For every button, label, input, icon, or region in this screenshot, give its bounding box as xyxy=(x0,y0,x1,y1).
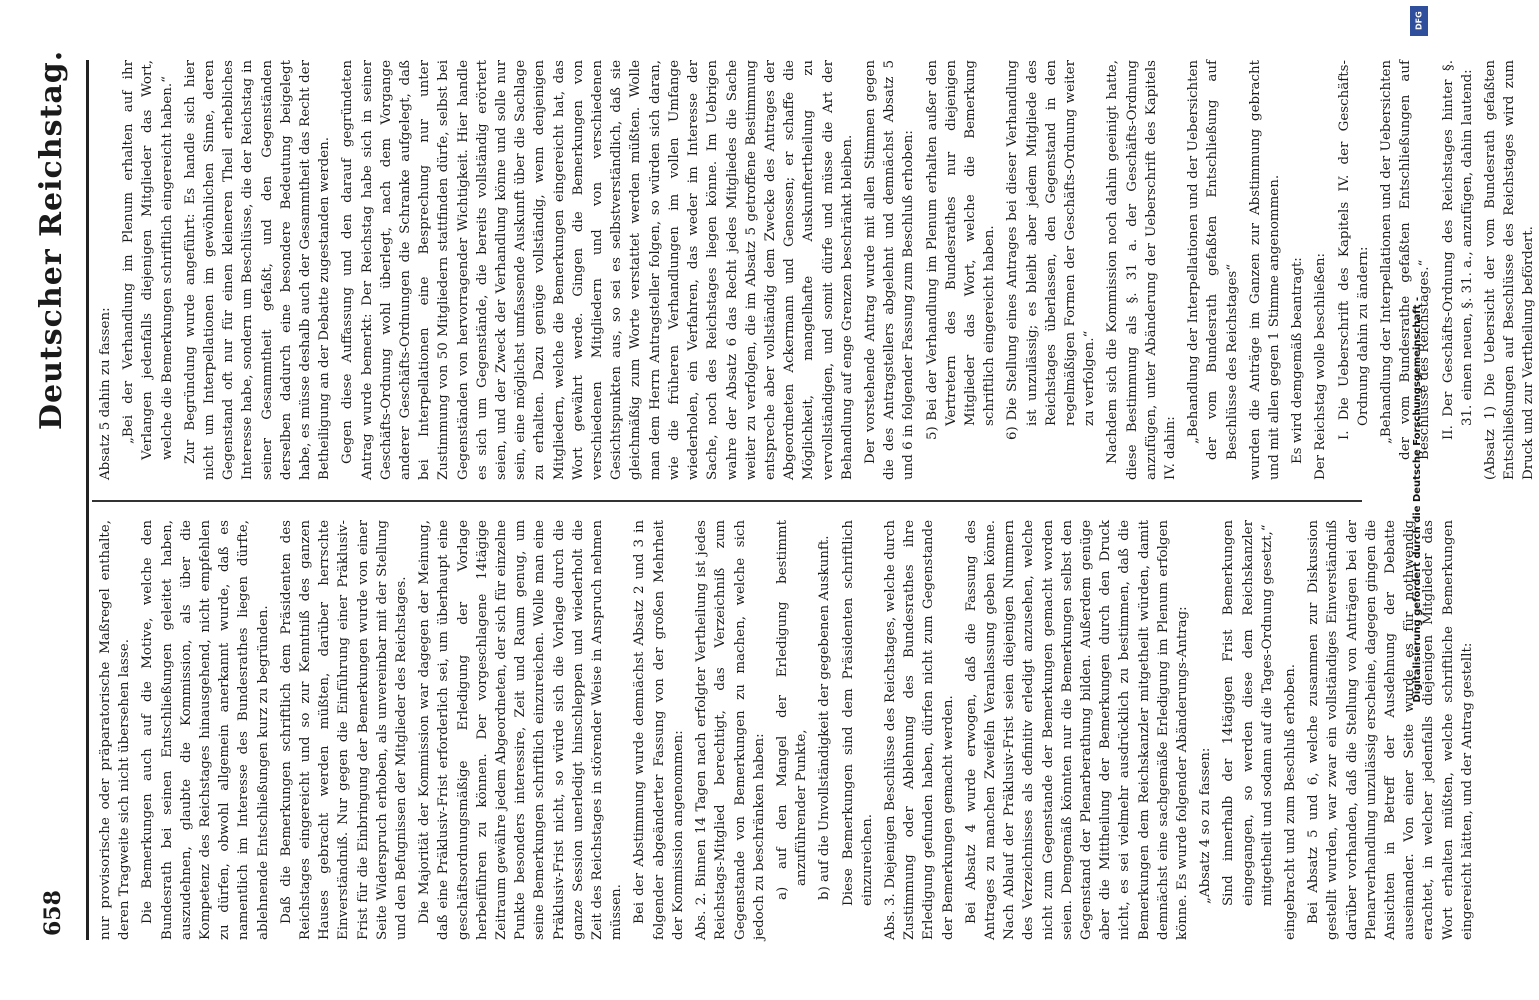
paragraph: a) auf den Mangel der Erledigung bestimmt anzuführender Punkte, xyxy=(774,520,810,900)
paragraph: „Bei der Verhandlung im Plenum erhalten auf ihr Verlangen jedenfalls diejenigen Mitglieder das Wort, welche die Bemerkungen schriftlich eingereicht haben.“ xyxy=(121,60,175,460)
paragraph: „Absatz 4 so zu fassen: xyxy=(1198,747,1214,904)
paragraph: Sind innerhalb der 14tägigen Frist Bemerkungen eingegangen, so werden diese dem Reichskanzler mitgetheilt und sodann auf die Tages-Ordnung gesetzt,“ xyxy=(1221,520,1275,906)
paragraph: Abs. 2. Binnen 14 Tagen nach erfolgter Vertheilung ist jedes Reichstags-Mitglied berechtigt, das Verzeichniß zum Gegenstande von Bemerkungen zu machen, welche sich jedoch zu beschränken haben: xyxy=(694,520,767,940)
paragraph: Bei Absatz 5 und 6, welche zusammen zur Diskussion gestellt wurden, war zwar ein vollständiges Einverständniß darüber vorhanden, daß die Stellung von Anträgen bei der Plenarverhandlung unzulässig erscheine, dagegen gingen die Ansichten in Betreff der Ausdehnung der Debatte auseinander. Von einer Seite wurde es für nothwendig erachtet, in welcher jedenfalls diejenigen Mitglieder das Wort erhalten müßten, welche schriftliche Bemerkungen eingereicht hätten, und der Antrag gestellt: xyxy=(1306,520,1475,940)
paragraph: Zur Begründung wurde angeführt: Es handle sich hier nicht um Interpellationen im gewöhnlichen Sinne, deren Gegenstand oft nur für einen kleineren Theil erhebliches Interesse habe, sondern um Beschlüsse, die der Reichstag in seiner Gesammtheit gefaßt, und den Gegenständen derselben dadurch eine besondere Bedeutung beigelegt habe, es müsse deshalb auch der Gesammtheit das Recht der Betheiligung an der Debatte zugestanden werden. xyxy=(182,60,333,480)
paragraph: „Behandlung der Interpellationen und der Uebersichten der vom Bundesrathe gefaßten Entschließungen auf Beschlüsse des Reichstages.“ xyxy=(1379,60,1433,460)
dfg-logo-badge: DFG xyxy=(1410,6,1428,36)
funding-note xyxy=(1402,0,1432,1000)
paragraph: I. Die Ueberschrift des Kapitels IV. der Geschäfts-Ordnung dahin zu ändern: xyxy=(1336,60,1371,440)
paragraph: nur provisorische oder präparatorische Maßregel enthalte, deren Tragweite sich nicht übersehen lasse. xyxy=(98,520,133,940)
paragraph: b) auf die Unvollständigkeit der gegebenen Auskunft. xyxy=(817,535,833,900)
header-rule xyxy=(86,60,89,940)
paragraph: eingebracht und zum Beschluß erhoben. xyxy=(1282,663,1298,940)
paragraph: Abs. 3. Diejenigen Beschlüsse des Reichstages, welche durch Zustimmung oder Ablehnung des Bundesrathes ihre Erledigung gefunden haben, dürfen nicht zum Gegenstande der Bemerkungen gemacht werden. xyxy=(882,520,956,940)
publication-title: Deutscher Reichstag. xyxy=(34,49,69,430)
paragraph: Gegen diese Auffassung und den darauf gegründeten Antrag wurde bemerkt: Der Reichstag habe sich in seiner Geschäfts-Ordnung wohl überlegt, nach dem Vorgange anderer Geschäfts-Ordnungen die Schranke aufgelegt, daß bei Interpellationen eine Besprechung nur unter Zustimmung von 50 Mitgliedern stattfinden dürfe, selbst bei Gegenständen von hervorragender Wichtigkeit. Hier handle es sich um Gegenstände, die bereits vollständig erörtert seien, und der Zweck der Verhandlung könne und solle nur sein, eine möglichst umfassende Auskunft über die Sachlage zu erhalten. Dazu genüge vollständig, wenn denjenigen Mitgliedern, welche die Bemerkungen eingereicht hat, das Wort gewährt werde. Gingen die Bemerkungen von verschiedenen Mitgliedern und von verschiedenen Gesichtspunkten aus, so sei es selbstverständlich, daß sie gleichmäßig zum Worte verstattet werden müßten. Wolle man dem Herrn Antragsteller folgen, so würden sich daran, wie die früheren Verhandlungen im vollen Umfange wiederholen, ein Verfahren, das weder im Interesse der Sache, noch des Reichstages liegen könne. Im Uebrigen wahre der Absatz 6 das Recht jedes Mitgliedes die Sache weiter zu verfolgen, die im Absatz 5 getroffene Bestimmung entspreche aber vollständig dem Zwecke des Antrages der Abgeordneten Ackermann und Genossen; er schaffe die Möglichkeit, mangelhafte Auskunftertheilung zu vervollständigen, und somit dürfe und müsse die Art der Behandlung auf enge Grenzen beschränkt bleiben. xyxy=(340,60,855,480)
paragraph: (Absatz 1) Die Uebersicht der vom Bundesrath gefaßten Entschließungen auf Beschlüsse des Reichstages wird zum Druck und zur Vertheilung befördert. xyxy=(1483,60,1537,480)
right-column xyxy=(96,60,1537,480)
page-header xyxy=(0,0,90,1000)
paragraph: wurden die Anträge im Ganzen zur Abstimmung gebracht und mit allen gegen 1 Stimme angenommen. xyxy=(1247,60,1282,480)
paragraph: 5) Bei der Verhandlung im Plenum erhalten außer den Vertretern des Bundesrathes nur diejenigen Mitglieder das Wort, welche die Bemerkung schriftlich eingereicht haben. xyxy=(924,60,998,440)
paragraph: 6) Die Stellung eines Antrages bei dieser Verhandlung ist unzulässig; es bleibt aber jedem Mitgliede des Reichstages überlassen, den Gegenstand in den regelmäßigen Formen der Geschäfts-Ordnung weiter zu verfolgen.“ xyxy=(1005,60,1098,440)
paragraph: „Behandlung der Interpellationen und der Uebersichten der vom Bundesrath gefaßten Entschließung auf Beschlüsse des Reichstages“ xyxy=(1186,60,1240,460)
paragraph: Daß die Bemerkungen schriftlich dem Präsidenten des Reichstages eingereicht und so zur Kenntniß des ganzen Hauses gebracht werden müßten, darüber herrschte Einverständniß. Nur gegen die Einführung einer Präklusiv-Frist für die Einbringung der Bemerkungen wurde von einer Seite Widerspruch erhoben, als unvereinbar mit der Stellung und den Befugnissen der Mitglieder des Reichstages. xyxy=(278,520,410,940)
paragraph: Diese Bemerkungen sind dem Präsidenten schriftlich einzureichen. xyxy=(840,520,875,906)
paragraph: Der Reichstag wolle beschließen: xyxy=(1313,252,1329,480)
paragraph: Bei der Abstimmung wurde demnächst Absatz 2 und 3 in folgender abgeänderter Fassung von der großen Mehrheit der Kommission angenommen: xyxy=(632,520,686,940)
column-divider xyxy=(92,500,1362,502)
paragraph: Die Majorität der Kommission war dagegen der Meinung, daß eine Präklusiv-Frist erforderlich sei, um überhaupt eine geschäftsordnungsmäßige Erledigung der Vorlage herbeiführen zu können. Der vorgeschlagene 14tägige Zeitraum gewähre jedem Abgeordneten, der sich für einzelne Punkte besonders interessire, Zeit und Raum genug, um seine Bemerkungen schriftlich einzureichen. Wolle man eine Präklusiv-Frist nicht, so würde sich die Vorlage durch die ganze Session unerledigt hinschleppen und wiederholt die Zeit des Reichstages in störender Weise in Anspruch nehmen müssen. xyxy=(417,520,625,940)
paragraph: Bei Absatz 4 wurde erwogen, daß die Fassung des Antrages zu manchen Zweifeln Veranlassung geben könne. Nach Ablauf der Präklusiv-Frist seien diejenigen Nummern des Verzeichnisses als definitiv erledigt anzusehen, welche nicht zum Gegenstande der Bemerkungen gemacht worden seien. Demgemäß könnten nur die Bemerkungen selbst den Gegenstand der Plenarberathung bilden. Außerdem genüge aber die Mittheilung der Bemerkungen durch den Druck nicht, es sei vielmehr ausdrücklich zu bestimmen, daß die Bemerkungen dem Reichskanzler mitgetheilt würden, damit demnächst eine sachgemäße Erledigung im Plenum erfolgen könne. Es wurde folgender Abänderungs-Antrag: xyxy=(963,520,1190,940)
left-column xyxy=(96,520,1475,940)
paragraph: Der vorstehende Antrag wurde mit allen Stimmen gegen die des Antragstellers abgelehnt und demnächst Absatz 5 und 6 in folgender Fassung zum Beschluß erhoben: xyxy=(862,60,917,480)
paragraph: II. Der Geschäfts-Ordnung des Reichstages hinter §. 31. einen neuen, §. 31. a., anzufügen, dahin lautend: xyxy=(1440,60,1475,440)
paragraph: Die Bemerkungen auch auf die Motive, welche den Bundesrath bei seinen Entschließungen geleitet haben, auszudehnen, glaubte die Kommission, als über die Kompetenz des Reichstages hinausgehend, nicht empfehlen zu dürfen, obwohl allgemein anerkannt wurde, daß es namentlich im Interesse des Bundesrathes liegen dürfte, ablehnende Entschließungen kurz zu begründen. xyxy=(140,520,271,940)
page-number: 658 xyxy=(40,890,66,936)
paragraph: Nachdem sich die Kommission noch dahin geeinigt hatte, diese Bestimmung als §. 31 a. der Geschäfts-Ordnung anzufügen, unter Abänderung der Ueberschrift des Kapitels IV. dahin: xyxy=(1105,60,1178,480)
paragraph: Es wird demgemäß beantragt: xyxy=(1290,257,1306,464)
paragraph: Absatz 5 dahin zu fassen: xyxy=(98,307,113,480)
funding-note-text: Digitalisierung gefördert durch die Deutsche Forschungsgemeinschaft - xyxy=(1411,297,1423,703)
